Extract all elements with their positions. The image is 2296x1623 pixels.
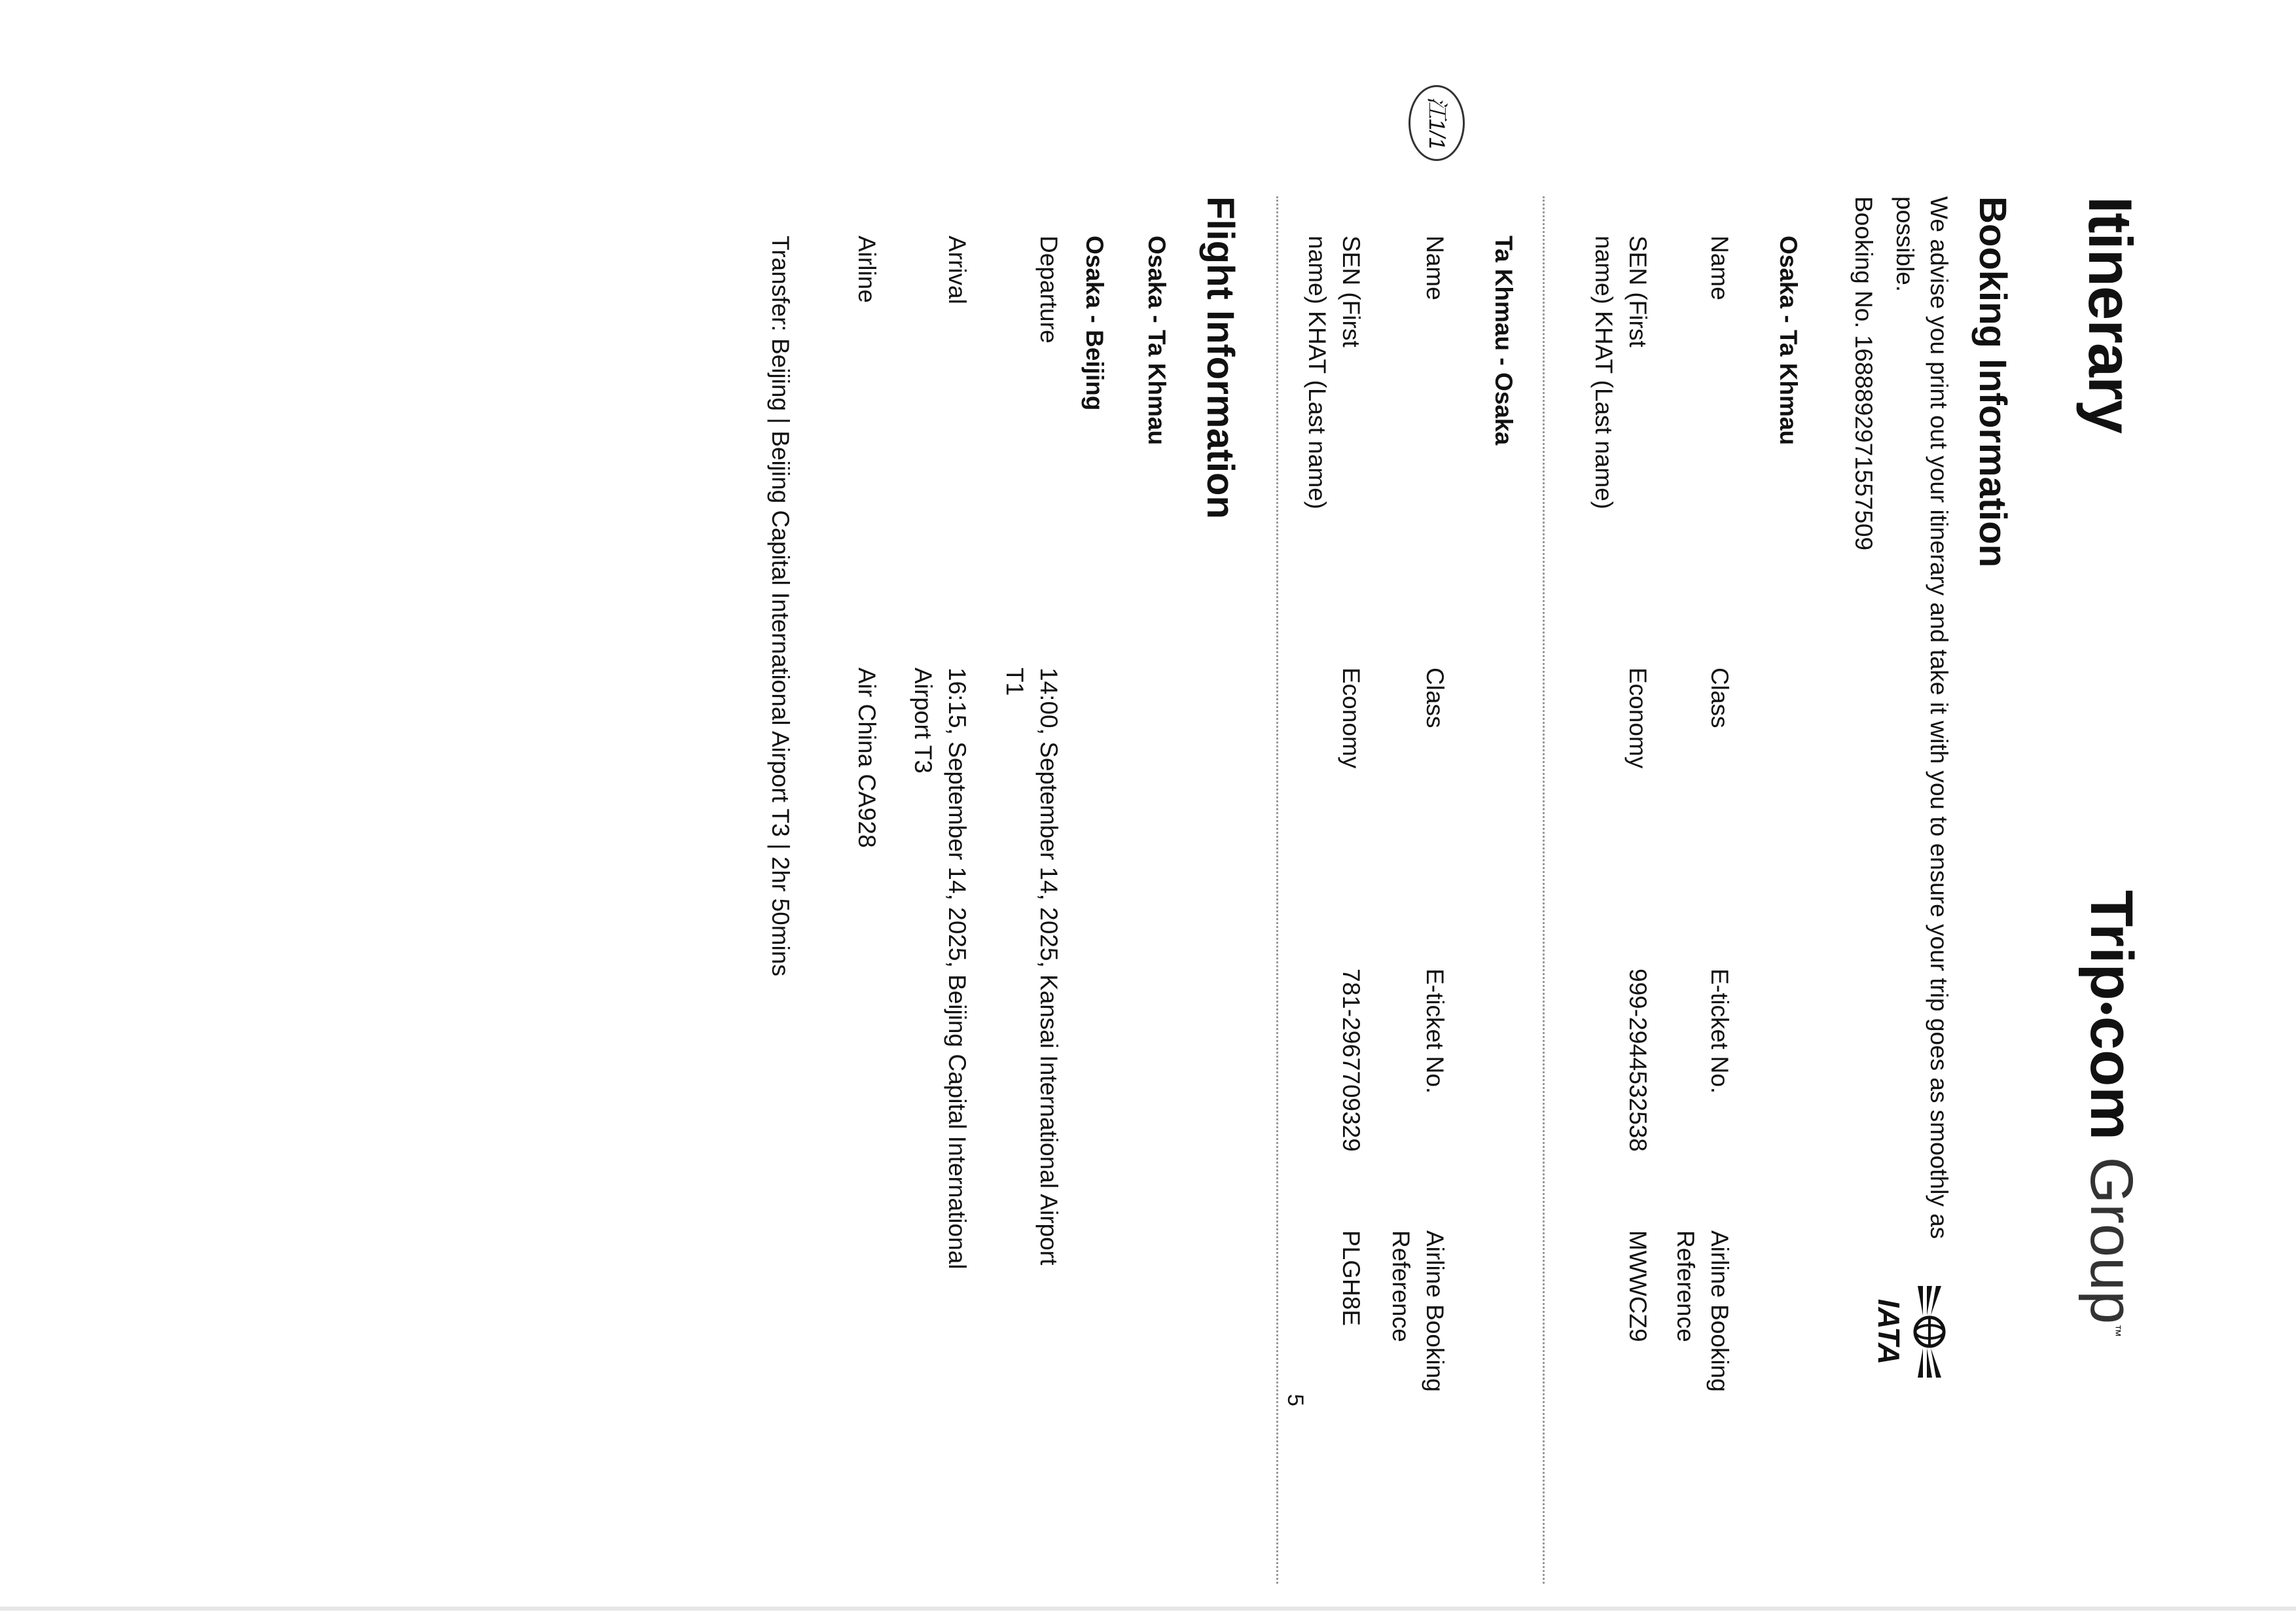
iata-globe-icon [1871,1283,1956,1381]
booking-advice-line-1: We advise you print out your itinerary and take it with you to ensure your trip goes as smoothly as [1926,196,1952,1240]
segment-2-airline-ref: PLGH8E [1338,1230,1365,1327]
airline-value: Air China CA928 [853,668,880,848]
departure-line-1: 14:00, September 14, 2025, Kansai International Airport [1035,668,1062,1266]
segment-1-class: Economy [1624,668,1651,769]
logo-dot: ● [2092,1000,2122,1016]
booking-advice-line-2: possible. [1892,196,1918,293]
segment-2-col-eticket: E-ticket No. [1422,969,1448,1094]
segment-1-col-ref-1: Airline Booking [1706,1230,1733,1392]
arrival-line-1: 16:15, September 14, 2025, Beijing Capital International [944,668,971,1270]
segment-1-eticket: 999-2944532538 [1624,969,1651,1152]
logo-trip-text: Trip [2078,890,2145,1001]
segment-1-col-eticket: E-ticket No. [1706,969,1733,1094]
logo-group-text: Group [2078,1156,2145,1325]
flight-route: Osaka - Ta Khmau [1143,236,1170,446]
segment-1-col-class: Class [1706,668,1733,728]
departure-line-2: T1 [1001,668,1028,696]
segment-1-route: Osaka - Ta Khmau [1775,236,1802,446]
divider [1543,196,1545,1584]
iata-text: IATA [1872,1298,1906,1365]
trip-com-group-logo [2077,890,2145,1337]
handwritten-stamp: 江1/1 [1408,85,1465,161]
segment-1-col-ref-2: Reference [1672,1230,1699,1342]
airline-label: Airline [853,236,880,303]
segment-1-airline-ref: MWWCZ9 [1624,1230,1651,1342]
departure-label: Departure [1035,236,1062,344]
arrival-line-2: Airport T3 [910,668,937,774]
booking-number: Booking No. 1688892971557509 [1850,196,1877,551]
iata-logo [1867,1283,1956,1381]
segment-2-name-line-1: SEN (First [1338,236,1365,348]
segment-1-name-line-2: name) KHAT (Last name) [1590,236,1617,510]
segment-2-col-ref-1: Airline Booking [1422,1230,1448,1392]
booking-heading: Booking Information [1971,196,2014,568]
page-number: 5 [1283,1394,1308,1406]
segment-2-col-ref-2: Reference [1388,1230,1414,1342]
segment-2-name-line-2: name) KHAT (Last name) [1304,236,1331,510]
arrival-label: Arrival [944,236,971,304]
transfer-info: Transfer: Beijing | Beijing Capital International Airport T3 | 2hr 50mins [767,236,794,976]
segment-2-col-name: Name [1422,236,1448,300]
logo-com-text: com [2078,1016,2145,1141]
segment-1-name-line-1: SEN (First [1624,236,1651,348]
page-title: Itinerary [2076,196,2145,433]
segment-1-col-name: Name [1706,236,1733,300]
logo-trademark: ™ [2108,1324,2123,1338]
flight-leg: Osaka - Beijing [1081,236,1108,411]
segment-2-class: Economy [1338,668,1365,769]
scan-edge-line [0,1607,2296,1611]
divider [1276,196,1278,1584]
segment-2-col-class: Class [1422,668,1448,728]
segment-2-eticket: 781-2967709329 [1338,969,1365,1152]
segment-2-route: Ta Khmau - Osaka [1490,236,1517,446]
flight-heading: Flight Information [1199,196,1242,519]
